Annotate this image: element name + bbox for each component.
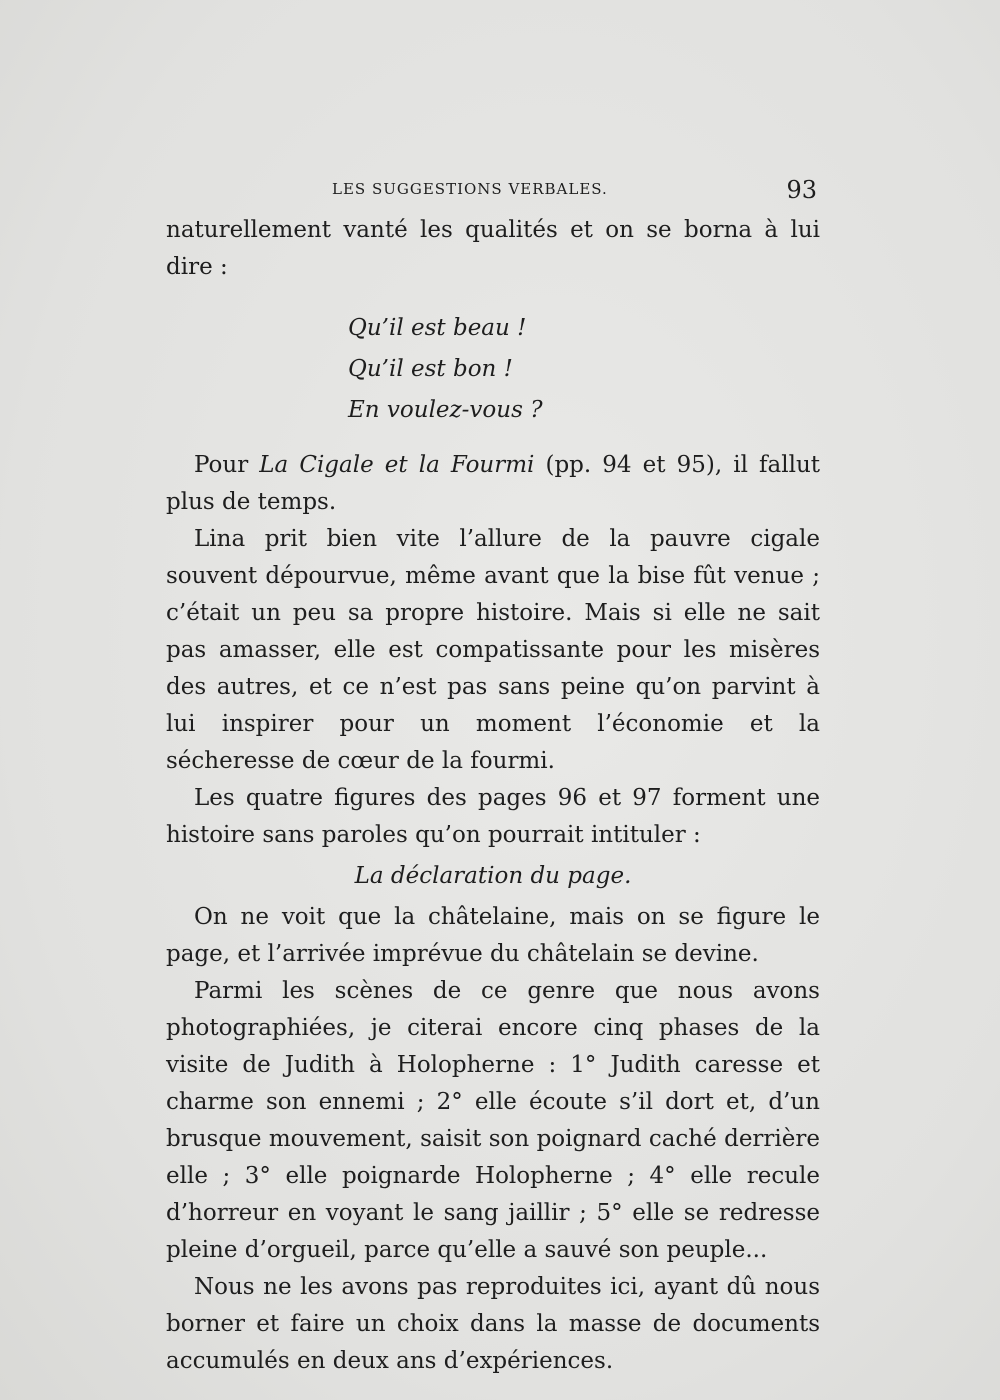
page-number: 93 xyxy=(786,176,817,204)
verse-line-1: Qu’il est beau ! xyxy=(348,315,527,341)
running-head: LES SUGGESTIONS VERBALES. xyxy=(332,180,608,198)
body-text xyxy=(166,212,820,1380)
verse-block xyxy=(166,308,820,431)
story-title: La déclaration du page. xyxy=(354,863,632,889)
paragraph-2-lead: Pour xyxy=(194,452,260,478)
paragraph-2 xyxy=(166,447,820,521)
page-header xyxy=(165,176,825,206)
paragraph-7: Nous ne les avons pas reproduites ici, ayant dû nous borner et faire un choix dans la masse de documents accumulés en deux ans d’expériences. xyxy=(166,1274,820,1374)
fable-title: La Cigale et la Fourmi xyxy=(259,452,535,478)
verse-line-3: En voulez-vous ? xyxy=(348,397,543,423)
paragraph-2-rest: (pp. 94 et 95), il fallut plus de temps. xyxy=(166,452,820,515)
paragraph-5: On ne voit que la châtelaine, mais on se figure le page, et l’arrivée imprévue du châtelain se devine. xyxy=(166,904,820,967)
paragraph-4: Les quatre figures des pages 96 et 97 forment une histoire sans paroles qu’on pourrait intituler : xyxy=(166,785,820,848)
paragraph-3: Lina prit bien vite l’allure de la pauvre cigale souvent dépourvue, même avant que la bise fût venue ; c’était un peu sa propre histoire. Mais si elle ne sait pas amasser, elle est compatissante pour les misères des autres, et ce n’est pas sans peine qu’on parvint à lui inspirer pour un moment l’économie et la sécheresse de cœur de la fourmi. xyxy=(166,526,820,774)
verse-line-2: Qu’il est bon ! xyxy=(348,356,513,382)
paragraph-1: naturellement vanté les qualités et on se borna à lui dire : xyxy=(166,217,820,280)
paragraph-6: Parmi les scènes de ce genre que nous avons photographiées, je citerai encore cinq phases de la visite de Judith à Holopherne : 1° Judith caresse et charme son ennemi ; 2° elle écoute s’il dort et, d’un brusque mouvement, saisit son poignard caché derrière elle ; 3° elle poignarde Holopherne ; 4° elle recule d’horreur en voyant le sang jaillir ; 5° elle se redresse pleine d’orgueil, parce qu’elle a sauvé son peuple... xyxy=(166,978,820,1263)
